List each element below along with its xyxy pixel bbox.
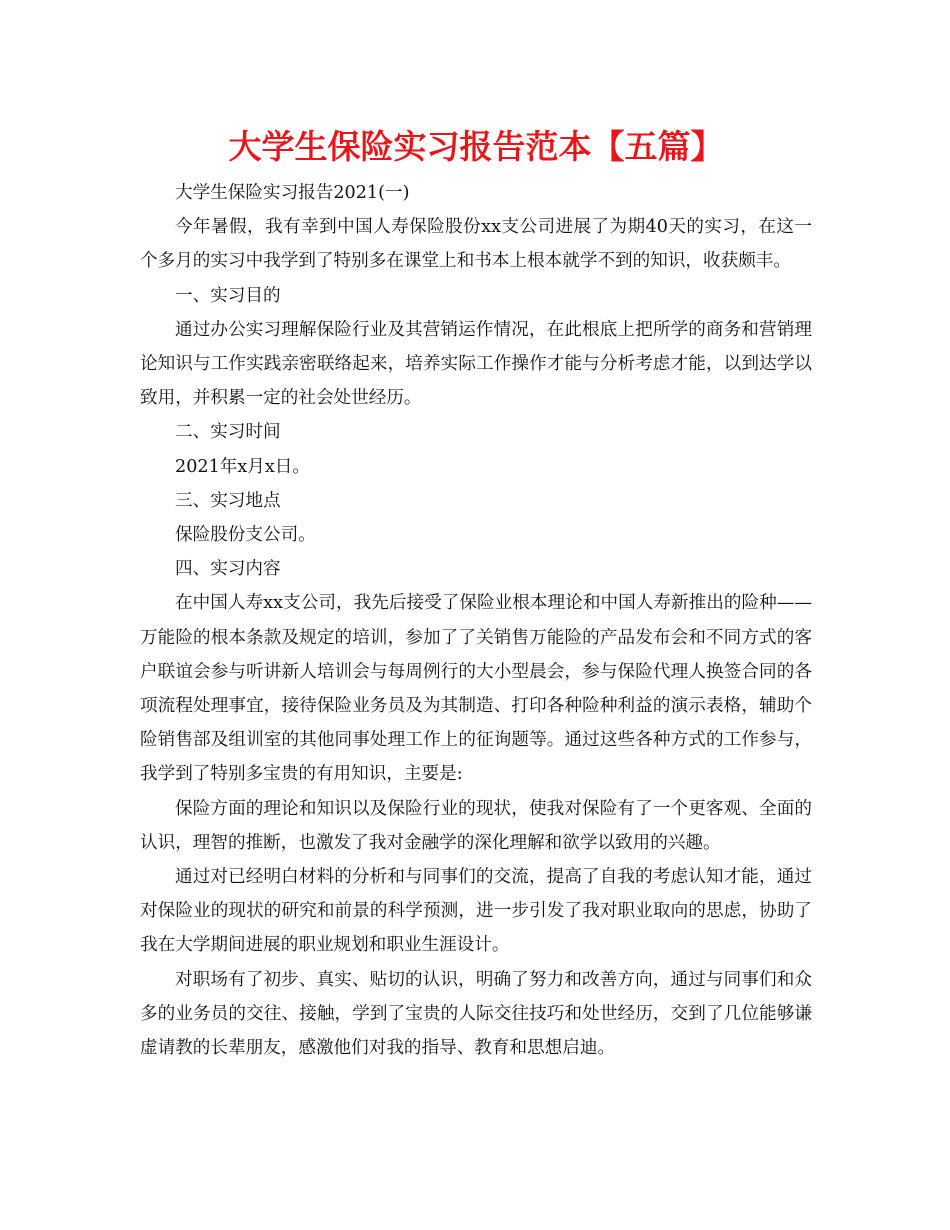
content-paragraph-3: 通过对已经明白材料的分析和与同事们的交流，提高了自我的考虑认知才能，通过对保险业的现状的研究和前景的科学预测，进一步引发了我对职业取向的思虑，协助了我在大学期间进展的职业规划和职业生涯设计。 xyxy=(140,867,812,956)
content-paragraph-2: 保险方面的理论和知识以及保险行业的现状，使我对保险有了一个更客观、全面的认识，理智的推断，也激发了我对金融学的深化理解和欲学以致用的兴趣。 xyxy=(140,798,812,853)
document-page xyxy=(140,118,812,1065)
purpose-paragraph: 通过办公实习理解保险行业及其营销运作情况，在此根底上把所学的商务和营销理论知识与工作实践亲密联络起来，培养实际工作操作才能与分析考虑才能，以到达学以致用，并积累一定的社会处世经历。 xyxy=(140,319,812,409)
section-heading-location: 三、实习地点 xyxy=(175,490,281,511)
section-heading-purpose: 一、实习目的 xyxy=(175,285,281,306)
section-heading-time: 二、实习时间 xyxy=(175,422,281,443)
document-body xyxy=(140,176,812,1065)
content-paragraph-4: 对职场有了初步、真实、贴切的认识，明确了努力和改善方向，通过与同事们和众多的业务员的交往、接触，学到了宝贵的人际交往技巧和处世经历，交到了几位能够谦虚请教的长辈朋友，感激他们对我的指导、教育和思想启迪。 xyxy=(140,969,812,1059)
document-title: 大学生保险实习报告范本【五篇】 xyxy=(228,127,724,166)
subtitle-paragraph: 大学生保险实习报告2021(一) xyxy=(175,183,410,203)
intro-paragraph: 今年暑假，我有幸到中国人寿保险股份xx支公司进展了为期40天的实习，在这一个多月的实习中我学到了特别多在课堂上和书本上根本就学不到的知识，收获颇丰。 xyxy=(140,217,812,272)
time-paragraph: 2021年x月x日。 xyxy=(175,456,310,477)
section-heading-content: 四、实习内容 xyxy=(175,559,281,580)
content-paragraph-1: 在中国人寿xx支公司，我先后接受了保险业根本理论和中国人寿新推出的险种——万能险的根本条款及规定的培训，参加了了关销售万能险的产品发布会和不同方式的客户联谊会参与听讲新人培训会与每周例行的大小型晨会，参与保险代理人换签合同的各项流程处理事宜，接待保险业务员及为其制造、打印各种险种利益的演示表格，辅助个险销售部及组训室的其他同事处理工作上的征询题等。通过这些各种方式的工作参与，我学到了特别多宝贵的有用知识，主要是: xyxy=(140,593,812,785)
location-paragraph: 保险股份支公司。 xyxy=(175,525,316,546)
